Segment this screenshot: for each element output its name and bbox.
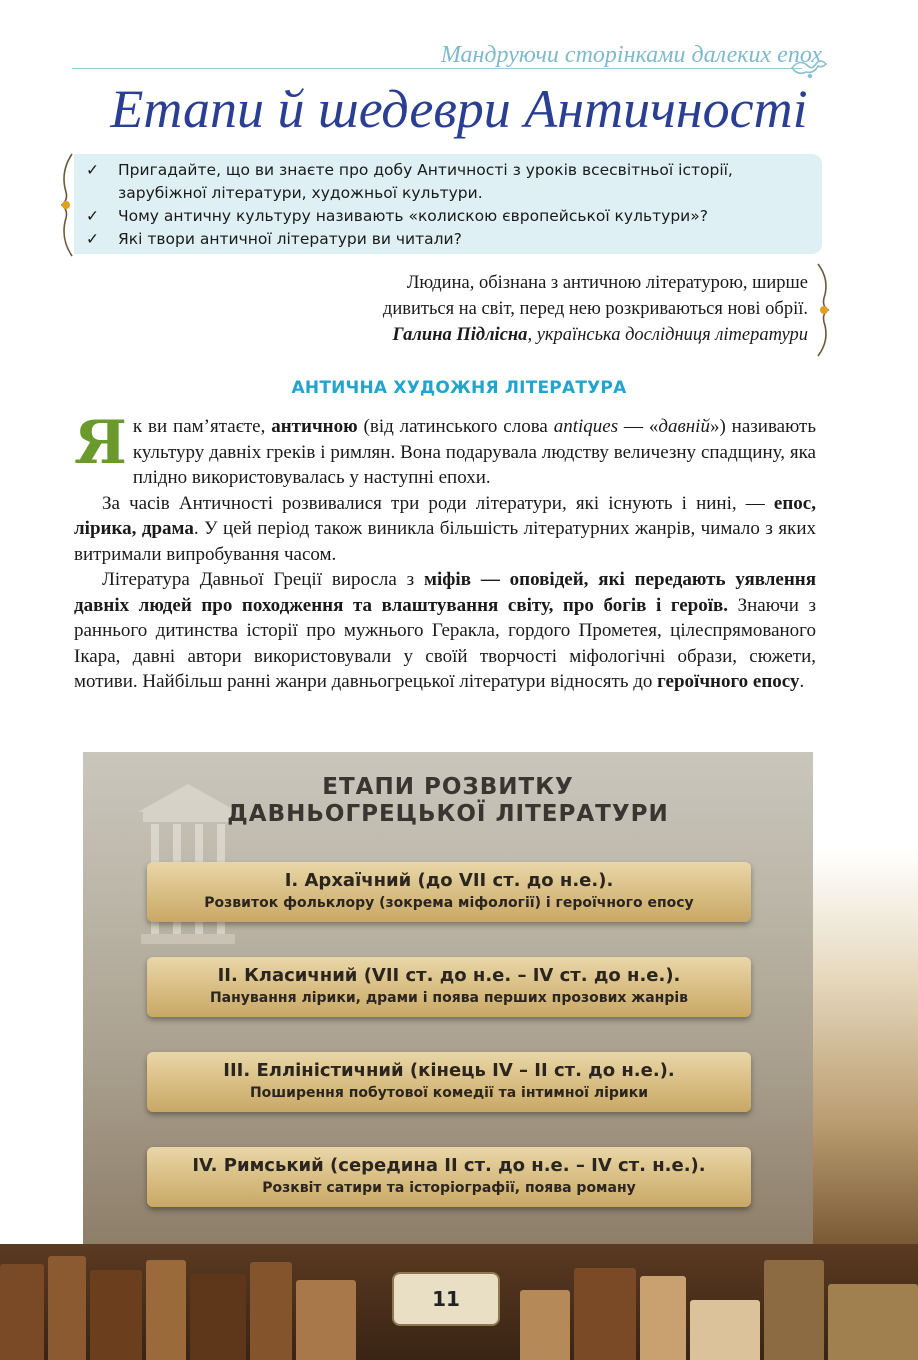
epigraph-author: Галина Підлісна, українська дослідниця літератури <box>392 325 808 345</box>
infographic-title: ЕТАПИ РОЗВИТКУ ДАВНЬОГРЕЦЬКОЇ ЛІТЕРАТУРИ <box>227 774 669 827</box>
stage-scroll <box>147 1147 751 1207</box>
stage-description: Панування лірики, драми і поява перших прозових жанрів <box>209 990 689 1006</box>
book-spine <box>296 1280 356 1360</box>
check-icon: ✓ <box>86 161 99 179</box>
book-spine <box>90 1270 142 1360</box>
stage-scroll <box>147 957 751 1017</box>
review-questions <box>74 154 822 254</box>
stage-title: ІІ. Класичний (VII ст. до н.е. – IV ст. до н.е.). <box>217 965 681 986</box>
running-head: Мандруючи сторінками далеких епох <box>440 42 822 68</box>
body-text <box>74 408 817 695</box>
stage-title: І. Архаїчний (до VII ст. до н.е.). <box>284 870 614 891</box>
paragraph: Література Давньої Греції виросла з міфів — оповідей, які передають уявлення давніх людей про походження та влаштування світу, про богів і героїв. Знаючи з раннього дитинства історії про мужнього Геракла, гордого Прометея, цілеспрямованого Ікара, давні автори використовували у своїй творчості міфологічні образи, сюжети, мотиви. Найбільш ранні жанри давньогрецької літератури відносять до героїчного епосу. <box>74 569 817 692</box>
book-spine <box>0 1264 44 1360</box>
book-spine <box>640 1276 686 1360</box>
book-spine <box>764 1260 824 1360</box>
stage-scroll <box>147 1052 751 1112</box>
header-rule <box>72 68 802 69</box>
page-number: 11 <box>392 1272 500 1326</box>
stage-description: Розквіт сатири та історіографії, поява роману <box>262 1180 636 1196</box>
book-spine <box>574 1268 636 1360</box>
epigraph-line: Людина, обізнана з античною літературою, ширше <box>406 273 808 293</box>
stage-title: IV. Римський (середина II ст. до н.е. – IV ст. н.е.). <box>192 1155 706 1176</box>
paragraph: За часів Античності розвивалися три роди літератури, які існують і нині, — епос, лірика, драма. У цей період також виникла більшість літературних жанрів, чимало з яких витримали випробування часом. <box>74 492 816 565</box>
epigraph <box>248 270 808 348</box>
book-spine <box>828 1284 918 1360</box>
book-spine <box>146 1260 186 1360</box>
question-item: ✓ Чому античну культуру називають «колискою європейської культури»? <box>86 205 822 228</box>
book-spine <box>190 1274 246 1360</box>
paragraph: Як ви пам’ятаєте, античною (від латинського слова antiques — «давній») називають культуру давніх греків і римлян. Вона подарувала людству величезну спадщину, яка плідно використовувалась у наступні епохи. <box>74 408 817 488</box>
check-icon: ✓ <box>86 207 99 225</box>
page-title: Етапи й шедеври Античності <box>110 79 808 139</box>
check-icon: ✓ <box>86 230 99 248</box>
stage-scroll <box>147 862 751 922</box>
epigraph-line: дивиться на світ, перед нею розкриваються нові обрії. <box>382 299 808 319</box>
bracket-ornament-icon <box>812 262 836 358</box>
stages-infographic <box>83 752 813 1244</box>
question-item: ✓ Які твори античної літератури ви читали? <box>86 228 822 251</box>
stage-title: ІІІ. Елліністичний (кінець IV – II ст. до н.е.). <box>223 1060 675 1081</box>
decorative-still-life <box>813 850 918 1244</box>
section-heading: АНТИЧНА ХУДОЖНЯ ЛІТЕРАТУРА <box>291 378 627 398</box>
stage-description: Поширення побутової комедії та інтимної лірики <box>249 1085 649 1101</box>
book-spine <box>250 1262 292 1360</box>
question-item: ✓ Пригадайте, що ви знаєте про добу Античності з уроків всесвітньої історії, зарубіжної літератури, художньої культури. <box>86 161 733 202</box>
book-spine <box>48 1256 86 1360</box>
stage-description: Розвиток фольклору (зокрема міфології) і героїчного епосу <box>204 895 694 911</box>
book-spine <box>690 1300 760 1360</box>
book-spine <box>520 1290 570 1360</box>
drop-cap: Я <box>74 408 127 478</box>
